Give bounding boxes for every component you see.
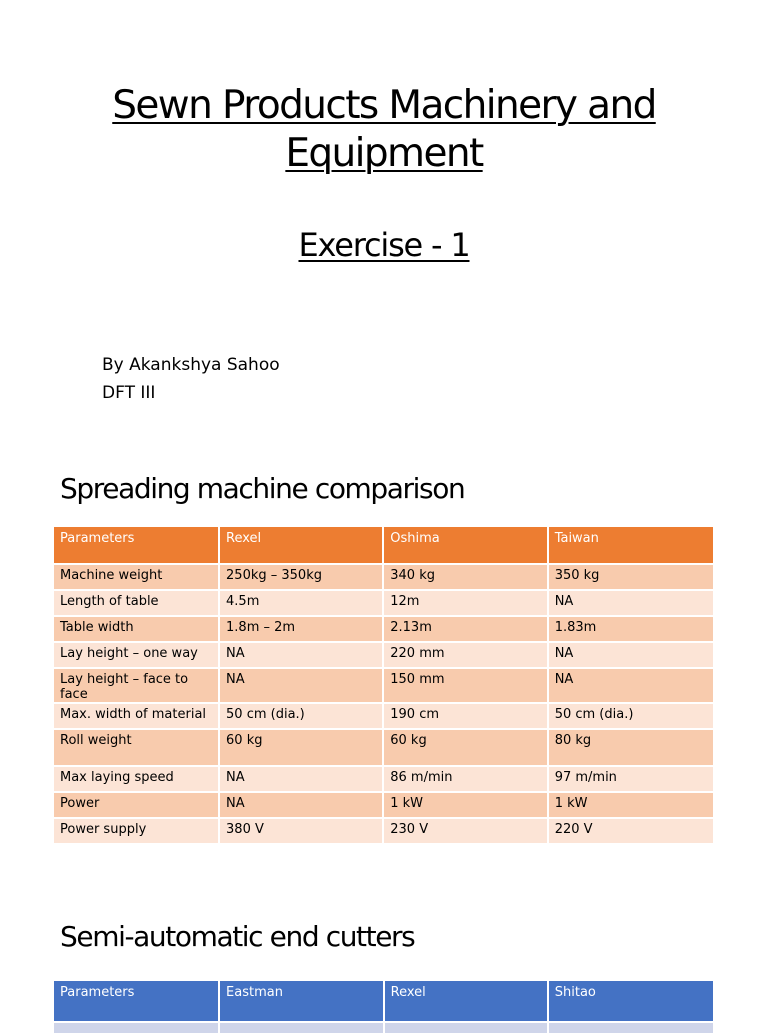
section-heading-end-cutters: Semi-automatic end cutters — [60, 920, 415, 953]
table-row — [54, 1021, 713, 1033]
column-header: Parameters — [54, 527, 218, 563]
title-line-2: Equipment — [285, 131, 483, 176]
column-header: Rexel — [385, 981, 547, 1021]
spreading-comparison-table — [52, 527, 715, 843]
table-cell: 150 mm — [384, 667, 546, 702]
table-cell: 50 cm (dia.) — [220, 702, 382, 728]
table-cell: NA — [549, 589, 713, 615]
table-cell: 12m — [384, 589, 546, 615]
table-row — [54, 765, 713, 791]
table-cell: 50 cm (dia.) — [549, 702, 713, 728]
table-cell: 380 V — [220, 817, 382, 843]
table-cell: 220 V — [549, 817, 713, 843]
table-cell: 230 V — [384, 817, 546, 843]
table-cell: 1.83m — [549, 615, 713, 641]
section-heading-spreading: Spreading machine comparison — [60, 472, 465, 505]
table-cell — [549, 1021, 713, 1033]
table-cell: NA — [549, 667, 713, 702]
table-row — [54, 817, 713, 843]
table-row — [54, 667, 713, 702]
table-cell: Power — [54, 791, 218, 817]
table-cell: Table width — [54, 615, 218, 641]
table-cell: Lay height – one way — [54, 641, 218, 667]
table-cell: Lay height – face to face — [54, 667, 218, 702]
table-cell: NA — [220, 641, 382, 667]
author-class: DFT III — [102, 383, 156, 403]
table-cell: 86 m/min — [384, 765, 546, 791]
table-cell: 220 mm — [384, 641, 546, 667]
table-row — [54, 615, 713, 641]
table-row — [54, 702, 713, 728]
table-header-row — [54, 527, 713, 563]
table-cell: Power supply — [54, 817, 218, 843]
table-row — [54, 563, 713, 589]
table-cell — [220, 1021, 383, 1033]
author-name: By Akankshya Sahoo — [102, 355, 280, 375]
table-cell: 1 kW — [384, 791, 546, 817]
table-cell — [54, 1021, 218, 1033]
table-cell — [385, 1021, 547, 1033]
end-cutters-table — [52, 981, 715, 1033]
column-header: Eastman — [220, 981, 383, 1021]
table-cell: Max. width of material — [54, 702, 218, 728]
table-cell: 340 kg — [384, 563, 546, 589]
table-cell: 60 kg — [220, 728, 382, 765]
table-cell: 60 kg — [384, 728, 546, 765]
table-cell: 250kg – 350kg — [220, 563, 382, 589]
column-header: Rexel — [220, 527, 382, 563]
document-title — [0, 82, 768, 178]
table-header-row — [54, 981, 713, 1021]
table-cell: Length of table — [54, 589, 218, 615]
table-cell: Max laying speed — [54, 765, 218, 791]
table-row — [54, 641, 713, 667]
table-cell: 2.13m — [384, 615, 546, 641]
table-cell: 4.5m — [220, 589, 382, 615]
column-header: Shitao — [549, 981, 713, 1021]
column-header: Oshima — [384, 527, 546, 563]
table-row — [54, 791, 713, 817]
table-cell: Machine weight — [54, 563, 218, 589]
table-row — [54, 589, 713, 615]
table-cell: 190 cm — [384, 702, 546, 728]
table-cell: NA — [220, 765, 382, 791]
author-block — [102, 351, 280, 407]
table-cell: NA — [220, 791, 382, 817]
table-cell: 1.8m – 2m — [220, 615, 382, 641]
column-header: Parameters — [54, 981, 218, 1021]
column-header: Taiwan — [549, 527, 713, 563]
exercise-subtitle: Exercise - 1 — [298, 226, 470, 264]
table-cell: 80 kg — [549, 728, 713, 765]
table-cell: Roll weight — [54, 728, 218, 765]
table-row — [54, 728, 713, 765]
table-cell: 97 m/min — [549, 765, 713, 791]
table-cell: 350 kg — [549, 563, 713, 589]
table-cell: NA — [549, 641, 713, 667]
title-line-1: Sewn Products Machinery and — [112, 83, 656, 128]
table-cell: NA — [220, 667, 382, 702]
table-cell: 1 kW — [549, 791, 713, 817]
